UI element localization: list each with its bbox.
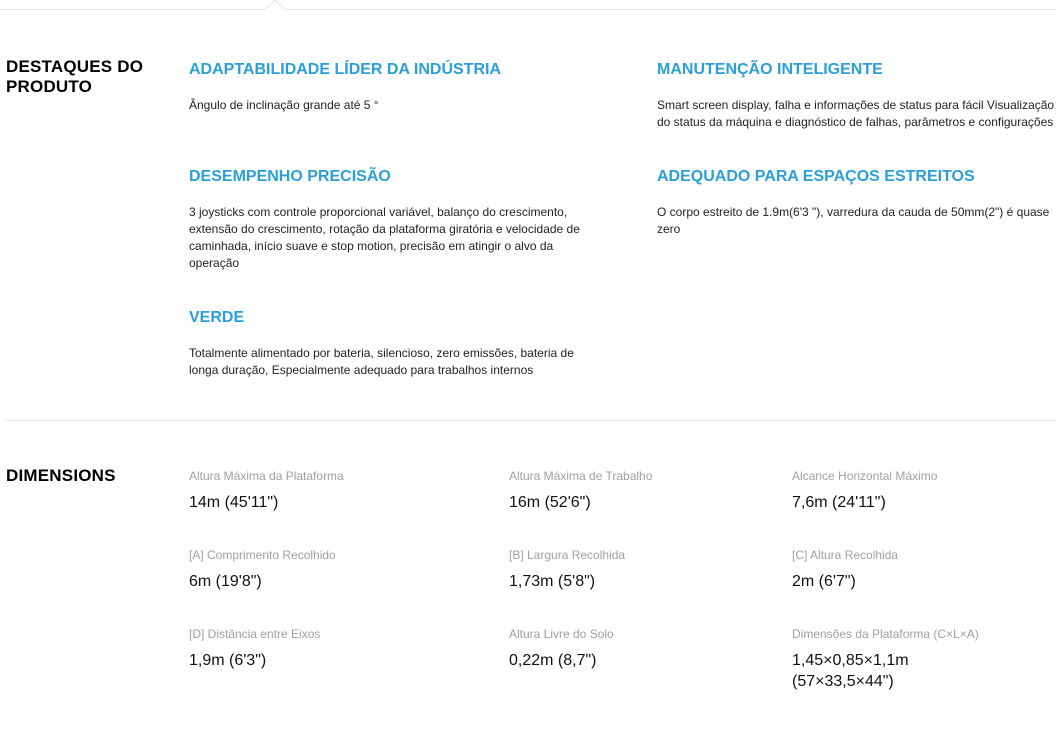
dimension-value: 0,22m (8,7") xyxy=(509,652,597,669)
feature-heading: DESEMPENHO PRECISÃO xyxy=(189,168,391,185)
dimension-value: 2m (6'7") xyxy=(792,573,856,590)
top-divider xyxy=(0,9,1056,10)
dimension-platform-size xyxy=(792,627,979,692)
dimension-value-imperial: (57×33,5×44") xyxy=(792,673,894,690)
dimension-label: [B] Largura Recolhida xyxy=(509,548,626,562)
feature-text: O corpo estreito de 1.9m(6'3 "), varredura da cauda de 50mm(2") é quase zero xyxy=(657,205,1050,236)
feature-text: Ângulo de inclinação grande até 5 ° xyxy=(189,98,379,112)
dimension-max-working-height xyxy=(509,469,652,513)
dimension-value: 14m (45'11") xyxy=(189,494,279,511)
dimension-value: 7,6m (24'11") xyxy=(792,494,886,511)
feature-heading: ADEQUADO PARA ESPAÇOS ESTREITOS xyxy=(657,168,975,185)
dimension-label: Alcance Horizontal Máximo xyxy=(792,469,938,483)
feature-smart-maintenance xyxy=(657,60,1062,131)
dimension-value: 1,73m (5'8") xyxy=(509,573,596,590)
dimension-stowed-height xyxy=(792,548,898,592)
dimension-label: Altura Máxima da Plataforma xyxy=(189,469,344,483)
dimension-value xyxy=(792,650,979,692)
feature-text-line: do status da máquina e diagnóstico de falhas, parâmetros e configurações xyxy=(657,115,1054,129)
dimension-value-metric: 1,45×0,85×1,1m xyxy=(792,652,909,669)
feature-precision-performance xyxy=(189,167,589,272)
dimension-stowed-width xyxy=(509,548,625,592)
dimension-value: 6m (19'8") xyxy=(189,573,262,590)
dimension-value: 1,9m (6'3") xyxy=(189,652,267,669)
dimension-label: [A] Comprimento Recolhido xyxy=(189,548,336,562)
feature-text: Totalmente alimentado por bateria, silencioso, zero emissões, bateria de longa duração, Especialmente adequado para trabalhos internos xyxy=(189,346,574,377)
feature-heading: ADAPTABILIDADE LÍDER DA INDÚSTRIA xyxy=(189,61,501,78)
feature-narrow-spaces xyxy=(657,167,1057,238)
dimension-max-platform-height xyxy=(189,469,344,513)
feature-text xyxy=(657,97,1062,131)
tab-pointer-notch xyxy=(264,0,286,10)
dimension-label: Dimensões da Plataforma (C×L×A) xyxy=(792,627,979,641)
section-divider xyxy=(5,420,1056,421)
dimension-max-horizontal-reach xyxy=(792,469,937,513)
feature-text: 3 joysticks com controle proporcional variável, balanço do crescimento, extensão do crescimento, rotação da plataforma giratória e velocidade de caminhada, início suave e stop motion, precisão em atingir o alvo da operação xyxy=(189,205,580,270)
dimension-label: Altura Máxima de Trabalho xyxy=(509,469,653,483)
feature-heading: MANUTENÇÃO INTELIGENTE xyxy=(657,61,883,78)
feature-green xyxy=(189,308,589,379)
dimension-label: Altura Livre do Solo xyxy=(509,627,614,641)
feature-heading: VERDE xyxy=(189,309,245,326)
dimension-stowed-length xyxy=(189,548,336,592)
dimension-label: [D] Distância entre Eixos xyxy=(189,627,321,641)
dimension-label: [C] Altura Recolhida xyxy=(792,548,899,562)
highlights-section-title: DESTAQUES DO PRODUTO xyxy=(6,57,144,96)
dimension-wheelbase xyxy=(189,627,320,671)
dimension-ground-clearance xyxy=(509,627,614,671)
feature-text-line: Smart screen display, falha e informações de status para fácil Visualização xyxy=(657,98,1055,112)
dimension-value: 16m (52'6") xyxy=(509,494,591,511)
dimensions-section-title: DIMENSIONS xyxy=(6,466,116,485)
feature-adaptability xyxy=(189,60,589,114)
